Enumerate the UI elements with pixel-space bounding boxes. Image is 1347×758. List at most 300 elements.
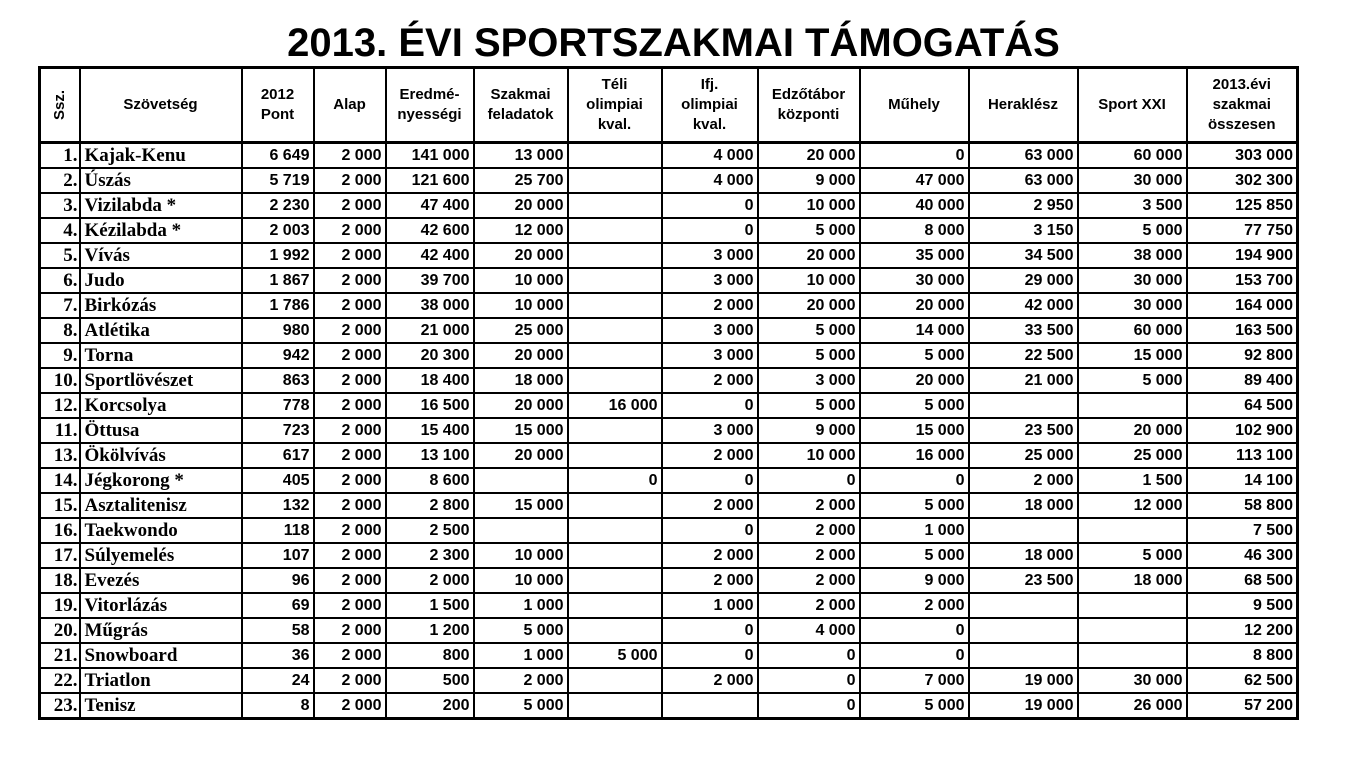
row-number: 2. bbox=[40, 168, 80, 193]
table-cell: 5 000 bbox=[1078, 218, 1187, 243]
column-header-label: központi bbox=[777, 106, 840, 123]
column-header-label: kval. bbox=[692, 116, 727, 133]
table-cell: 4 000 bbox=[662, 168, 758, 193]
table-cell: 13 100 bbox=[386, 443, 474, 468]
table-cell: 2 000 bbox=[662, 368, 758, 393]
row-number: 20. bbox=[40, 618, 80, 643]
table-cell bbox=[1078, 393, 1187, 418]
table-row bbox=[40, 443, 1298, 468]
row-number: 10. bbox=[40, 368, 80, 393]
column-header-label: Alap bbox=[333, 96, 366, 113]
table-cell: 3 000 bbox=[662, 268, 758, 293]
table-cell: 34 500 bbox=[969, 243, 1078, 268]
table-cell: 500 bbox=[386, 668, 474, 693]
table-cell: 9 000 bbox=[758, 418, 860, 443]
column-header bbox=[474, 68, 568, 143]
table-row bbox=[40, 593, 1298, 618]
table-cell: 20 000 bbox=[1078, 418, 1187, 443]
table-cell: 10 000 bbox=[474, 293, 568, 318]
table-cell: 0 bbox=[662, 518, 758, 543]
column-header-label: Ssz. bbox=[50, 89, 68, 121]
table-cell: 0 bbox=[758, 468, 860, 493]
table-cell: 20 000 bbox=[474, 243, 568, 268]
federation-name: Ökölvívás bbox=[80, 443, 242, 468]
table-row bbox=[40, 218, 1298, 243]
table-cell: 8 000 bbox=[860, 218, 969, 243]
table-cell: 15 000 bbox=[860, 418, 969, 443]
table-cell: 3 500 bbox=[1078, 193, 1187, 218]
table-cell: 0 bbox=[758, 693, 860, 719]
table-cell: 2 000 bbox=[314, 193, 386, 218]
table-cell: 1 200 bbox=[386, 618, 474, 643]
table-cell: 35 000 bbox=[860, 243, 969, 268]
table-cell: 20 000 bbox=[758, 143, 860, 169]
table-cell: 617 bbox=[242, 443, 314, 468]
row-number: 19. bbox=[40, 593, 80, 618]
table-cell: 121 600 bbox=[386, 168, 474, 193]
table-cell: 18 000 bbox=[474, 368, 568, 393]
table-cell: 2 000 bbox=[314, 293, 386, 318]
table-cell: 3 000 bbox=[662, 243, 758, 268]
table-cell: 40 000 bbox=[860, 193, 969, 218]
table-cell: 5 000 bbox=[1078, 368, 1187, 393]
table-cell: 19 000 bbox=[969, 693, 1078, 719]
federation-name: Öttusa bbox=[80, 418, 242, 443]
table-cell: 63 000 bbox=[969, 143, 1078, 169]
table-cell: 723 bbox=[242, 418, 314, 443]
table-cell: 0 bbox=[568, 468, 662, 493]
table-row bbox=[40, 268, 1298, 293]
table-cell: 57 200 bbox=[1187, 693, 1298, 719]
table-row bbox=[40, 143, 1298, 169]
table-body bbox=[40, 143, 1298, 719]
row-number: 1. bbox=[40, 143, 80, 169]
table-cell: 2 003 bbox=[242, 218, 314, 243]
table-cell: 15 000 bbox=[1078, 343, 1187, 368]
table-cell: 25 000 bbox=[969, 443, 1078, 468]
table-cell: 10 000 bbox=[758, 193, 860, 218]
table-cell bbox=[474, 468, 568, 493]
table-cell: 405 bbox=[242, 468, 314, 493]
table-cell bbox=[969, 618, 1078, 643]
table-cell: 163 500 bbox=[1187, 318, 1298, 343]
table-cell: 15 400 bbox=[386, 418, 474, 443]
table-cell: 0 bbox=[662, 618, 758, 643]
table-cell: 38 000 bbox=[386, 293, 474, 318]
table-cell: 20 000 bbox=[474, 393, 568, 418]
table-cell: 9 500 bbox=[1187, 593, 1298, 618]
table-cell: 18 000 bbox=[1078, 568, 1187, 593]
table-cell: 42 600 bbox=[386, 218, 474, 243]
table-cell: 5 000 bbox=[758, 343, 860, 368]
table-cell: 1 000 bbox=[860, 518, 969, 543]
column-header-label: összesen bbox=[1207, 116, 1276, 133]
column-header-label: olimpiai bbox=[681, 96, 738, 113]
table-cell: 60 000 bbox=[1078, 143, 1187, 169]
table-cell: 2 000 bbox=[662, 493, 758, 518]
column-header bbox=[314, 68, 386, 143]
table-cell bbox=[1078, 618, 1187, 643]
table-cell: 113 100 bbox=[1187, 443, 1298, 468]
federation-name: Korcsolya bbox=[80, 393, 242, 418]
table-cell: 5 000 bbox=[860, 543, 969, 568]
table-cell bbox=[568, 368, 662, 393]
table-cell: 1 000 bbox=[474, 593, 568, 618]
table-row bbox=[40, 668, 1298, 693]
row-number: 3. bbox=[40, 193, 80, 218]
table-cell: 2 950 bbox=[969, 193, 1078, 218]
table-cell: 1 500 bbox=[386, 593, 474, 618]
table-cell: 5 000 bbox=[1078, 543, 1187, 568]
table-cell: 30 000 bbox=[860, 268, 969, 293]
column-header-label: Szövetség bbox=[123, 96, 198, 113]
table-cell: 2 000 bbox=[314, 218, 386, 243]
table-cell: 2 000 bbox=[314, 443, 386, 468]
column-header bbox=[1078, 68, 1187, 143]
table-row bbox=[40, 368, 1298, 393]
table-row bbox=[40, 468, 1298, 493]
table-cell: 2 000 bbox=[758, 543, 860, 568]
table-cell bbox=[568, 318, 662, 343]
row-number: 16. bbox=[40, 518, 80, 543]
table-cell: 132 bbox=[242, 493, 314, 518]
table-cell bbox=[969, 393, 1078, 418]
table-cell: 92 800 bbox=[1187, 343, 1298, 368]
table-cell: 2 230 bbox=[242, 193, 314, 218]
table-row bbox=[40, 518, 1298, 543]
table-cell: 14 000 bbox=[860, 318, 969, 343]
row-number: 12. bbox=[40, 393, 80, 418]
table-cell: 20 000 bbox=[474, 193, 568, 218]
table-cell bbox=[568, 668, 662, 693]
row-number: 6. bbox=[40, 268, 80, 293]
table-cell: 0 bbox=[758, 643, 860, 668]
table-cell bbox=[474, 518, 568, 543]
table-cell: 125 850 bbox=[1187, 193, 1298, 218]
table-cell: 0 bbox=[662, 468, 758, 493]
table-cell bbox=[969, 518, 1078, 543]
row-number: 14. bbox=[40, 468, 80, 493]
table-cell: 96 bbox=[242, 568, 314, 593]
column-header bbox=[80, 68, 242, 143]
table-cell: 2 000 bbox=[314, 693, 386, 719]
table-cell: 2 000 bbox=[860, 593, 969, 618]
table-cell: 23 500 bbox=[969, 418, 1078, 443]
table-cell: 2 000 bbox=[314, 493, 386, 518]
table-cell: 7 000 bbox=[860, 668, 969, 693]
table-cell: 3 000 bbox=[662, 343, 758, 368]
column-header-label: nyességi bbox=[397, 106, 462, 123]
table-cell bbox=[568, 243, 662, 268]
table-cell: 9 000 bbox=[860, 568, 969, 593]
table-cell: 1 786 bbox=[242, 293, 314, 318]
table-cell: 68 500 bbox=[1187, 568, 1298, 593]
table-cell bbox=[568, 268, 662, 293]
table-cell: 69 bbox=[242, 593, 314, 618]
table-cell: 2 000 bbox=[662, 668, 758, 693]
table-cell: 20 000 bbox=[474, 443, 568, 468]
table-cell bbox=[969, 593, 1078, 618]
row-number: 18. bbox=[40, 568, 80, 593]
table-cell: 8 800 bbox=[1187, 643, 1298, 668]
table-cell bbox=[568, 493, 662, 518]
table-cell: 4 000 bbox=[758, 618, 860, 643]
column-header bbox=[1187, 68, 1298, 143]
federation-name: Judo bbox=[80, 268, 242, 293]
table-cell: 30 000 bbox=[1078, 168, 1187, 193]
table-cell: 58 800 bbox=[1187, 493, 1298, 518]
table-cell: 942 bbox=[242, 343, 314, 368]
table-row bbox=[40, 418, 1298, 443]
table-row bbox=[40, 243, 1298, 268]
row-number: 5. bbox=[40, 243, 80, 268]
federation-name: Torna bbox=[80, 343, 242, 368]
table-cell: 2 300 bbox=[386, 543, 474, 568]
federation-name: Snowboard bbox=[80, 643, 242, 668]
table-cell bbox=[1078, 593, 1187, 618]
table-header bbox=[40, 68, 1298, 143]
column-header bbox=[758, 68, 860, 143]
federation-name: Taekwondo bbox=[80, 518, 242, 543]
table-cell: 15 000 bbox=[474, 418, 568, 443]
table-cell: 7 500 bbox=[1187, 518, 1298, 543]
table-cell: 30 000 bbox=[1078, 268, 1187, 293]
column-header-label: Heraklész bbox=[987, 96, 1059, 113]
support-table bbox=[38, 66, 1299, 720]
table-cell: 58 bbox=[242, 618, 314, 643]
row-number: 15. bbox=[40, 493, 80, 518]
table-cell: 0 bbox=[860, 468, 969, 493]
table-cell: 3 000 bbox=[662, 318, 758, 343]
column-header-label: Ifj. bbox=[700, 76, 719, 93]
column-header-label: Edzőtábor bbox=[771, 86, 846, 103]
table-cell: 2 000 bbox=[314, 343, 386, 368]
federation-name: Műgrás bbox=[80, 618, 242, 643]
table-cell: 2 000 bbox=[314, 568, 386, 593]
table-cell: 2 800 bbox=[386, 493, 474, 518]
table-cell: 47 400 bbox=[386, 193, 474, 218]
table-cell: 2 000 bbox=[662, 543, 758, 568]
table-cell bbox=[568, 518, 662, 543]
column-header-label: Pont bbox=[260, 106, 295, 123]
row-number: 13. bbox=[40, 443, 80, 468]
table-row bbox=[40, 168, 1298, 193]
table-row bbox=[40, 318, 1298, 343]
page-title: 2013. ÉVI SPORTSZAKMAI TÁMOGATÁS bbox=[287, 21, 1060, 65]
column-header bbox=[662, 68, 758, 143]
federation-name: Jégkorong * bbox=[80, 468, 242, 493]
federation-name: Vívás bbox=[80, 243, 242, 268]
row-number: 17. bbox=[40, 543, 80, 568]
table-cell: 60 000 bbox=[1078, 318, 1187, 343]
table-cell: 21 000 bbox=[386, 318, 474, 343]
table-cell bbox=[969, 643, 1078, 668]
table-cell: 302 300 bbox=[1187, 168, 1298, 193]
table-cell bbox=[568, 568, 662, 593]
table-cell: 2 000 bbox=[314, 393, 386, 418]
row-number: 21. bbox=[40, 643, 80, 668]
table-cell: 778 bbox=[242, 393, 314, 418]
column-header-label: szakmai bbox=[1212, 96, 1271, 113]
table-cell: 118 bbox=[242, 518, 314, 543]
table-cell: 2 000 bbox=[314, 368, 386, 393]
column-header-label: Eredmé- bbox=[399, 86, 460, 103]
header-row bbox=[40, 68, 1298, 143]
column-header bbox=[242, 68, 314, 143]
table-cell: 2 000 bbox=[314, 593, 386, 618]
table-cell: 0 bbox=[860, 643, 969, 668]
table-cell: 20 000 bbox=[474, 343, 568, 368]
table-cell: 164 000 bbox=[1187, 293, 1298, 318]
table-cell bbox=[568, 443, 662, 468]
table-cell: 1 000 bbox=[474, 643, 568, 668]
table-cell: 2 000 bbox=[314, 268, 386, 293]
table-cell: 26 000 bbox=[1078, 693, 1187, 719]
table-cell: 10 000 bbox=[474, 568, 568, 593]
table-cell: 2 000 bbox=[969, 468, 1078, 493]
table-row bbox=[40, 618, 1298, 643]
table-cell: 0 bbox=[860, 618, 969, 643]
table-cell: 2 000 bbox=[314, 643, 386, 668]
column-header bbox=[386, 68, 474, 143]
column-header bbox=[568, 68, 662, 143]
table-cell: 46 300 bbox=[1187, 543, 1298, 568]
table-cell: 9 000 bbox=[758, 168, 860, 193]
table-cell: 2 000 bbox=[314, 418, 386, 443]
federation-name: Sportlövészet bbox=[80, 368, 242, 393]
table-cell: 20 000 bbox=[758, 293, 860, 318]
column-header-label: feladatok bbox=[487, 106, 554, 123]
table-cell: 5 000 bbox=[860, 693, 969, 719]
table-cell: 5 000 bbox=[568, 643, 662, 668]
table-cell: 20 000 bbox=[860, 368, 969, 393]
column-header bbox=[40, 68, 80, 143]
table-cell: 25 700 bbox=[474, 168, 568, 193]
table-cell: 63 000 bbox=[969, 168, 1078, 193]
table-row bbox=[40, 343, 1298, 368]
column-header-label: Szakmai bbox=[490, 86, 551, 103]
table-cell: 3 000 bbox=[758, 368, 860, 393]
table-cell: 22 500 bbox=[969, 343, 1078, 368]
table-cell: 2 000 bbox=[386, 568, 474, 593]
table-cell: 10 000 bbox=[758, 268, 860, 293]
table-cell: 5 000 bbox=[758, 393, 860, 418]
table-cell: 2 000 bbox=[758, 568, 860, 593]
table-cell: 0 bbox=[662, 218, 758, 243]
table-cell: 2 000 bbox=[758, 493, 860, 518]
table-cell: 0 bbox=[758, 668, 860, 693]
table-cell: 2 000 bbox=[314, 468, 386, 493]
column-header-label: 2013.évi bbox=[1212, 76, 1271, 93]
table-cell bbox=[568, 593, 662, 618]
table-cell: 89 400 bbox=[1187, 368, 1298, 393]
table-cell: 18 000 bbox=[969, 493, 1078, 518]
table-cell: 2 000 bbox=[662, 443, 758, 468]
table-cell: 77 750 bbox=[1187, 218, 1298, 243]
federation-name: Súlyemelés bbox=[80, 543, 242, 568]
column-header-label: Téli bbox=[601, 76, 628, 93]
table-cell: 47 000 bbox=[860, 168, 969, 193]
table-cell: 0 bbox=[662, 193, 758, 218]
table-cell: 200 bbox=[386, 693, 474, 719]
row-number: 8. bbox=[40, 318, 80, 343]
table-cell: 5 000 bbox=[474, 693, 568, 719]
table-cell: 2 000 bbox=[758, 593, 860, 618]
table-cell: 42 000 bbox=[969, 293, 1078, 318]
table-cell: 64 500 bbox=[1187, 393, 1298, 418]
table-cell: 16 000 bbox=[860, 443, 969, 468]
table-cell: 2 500 bbox=[386, 518, 474, 543]
table-cell bbox=[1078, 518, 1187, 543]
table-cell: 2 000 bbox=[474, 668, 568, 693]
table-cell: 16 500 bbox=[386, 393, 474, 418]
table-cell: 2 000 bbox=[314, 543, 386, 568]
table-cell: 5 000 bbox=[860, 393, 969, 418]
table-cell: 194 900 bbox=[1187, 243, 1298, 268]
row-number: 22. bbox=[40, 668, 80, 693]
federation-name: Tenisz bbox=[80, 693, 242, 719]
column-header-label: Műhely bbox=[888, 96, 940, 113]
table-cell bbox=[568, 143, 662, 169]
table-cell: 12 200 bbox=[1187, 618, 1298, 643]
table-cell: 5 000 bbox=[758, 318, 860, 343]
table-cell: 8 600 bbox=[386, 468, 474, 493]
table-cell: 4 000 bbox=[662, 143, 758, 169]
table-cell: 24 bbox=[242, 668, 314, 693]
table-cell: 13 000 bbox=[474, 143, 568, 169]
table-cell: 102 900 bbox=[1187, 418, 1298, 443]
table-cell: 30 000 bbox=[1078, 668, 1187, 693]
table-cell: 3 000 bbox=[662, 418, 758, 443]
table-cell bbox=[568, 218, 662, 243]
table-cell: 21 000 bbox=[969, 368, 1078, 393]
federation-name: Triatlon bbox=[80, 668, 242, 693]
table-cell: 5 719 bbox=[242, 168, 314, 193]
table-cell: 25 000 bbox=[474, 318, 568, 343]
federation-name: Atlétika bbox=[80, 318, 242, 343]
table-cell: 19 000 bbox=[969, 668, 1078, 693]
row-number: 23. bbox=[40, 693, 80, 719]
table-row bbox=[40, 193, 1298, 218]
federation-name: Birkózás bbox=[80, 293, 242, 318]
table-cell: 980 bbox=[242, 318, 314, 343]
table-cell bbox=[568, 168, 662, 193]
federation-name: Kézilabda * bbox=[80, 218, 242, 243]
table-cell: 5 000 bbox=[474, 618, 568, 643]
table-cell: 2 000 bbox=[314, 518, 386, 543]
table-row bbox=[40, 643, 1298, 668]
table-cell bbox=[662, 693, 758, 719]
table-cell: 12 000 bbox=[474, 218, 568, 243]
table-cell: 3 150 bbox=[969, 218, 1078, 243]
table-cell: 2 000 bbox=[314, 143, 386, 169]
row-number: 7. bbox=[40, 293, 80, 318]
table-cell: 800 bbox=[386, 643, 474, 668]
table-cell: 107 bbox=[242, 543, 314, 568]
table-cell: 0 bbox=[662, 393, 758, 418]
table-cell: 0 bbox=[662, 643, 758, 668]
table-row bbox=[40, 543, 1298, 568]
column-header bbox=[860, 68, 969, 143]
table-cell: 2 000 bbox=[662, 293, 758, 318]
table-cell: 25 000 bbox=[1078, 443, 1187, 468]
column-header-label: 2012 bbox=[260, 86, 295, 103]
table-cell: 38 000 bbox=[1078, 243, 1187, 268]
row-number: 11. bbox=[40, 418, 80, 443]
table-cell bbox=[568, 193, 662, 218]
table-cell: 2 000 bbox=[314, 243, 386, 268]
table-row bbox=[40, 568, 1298, 593]
